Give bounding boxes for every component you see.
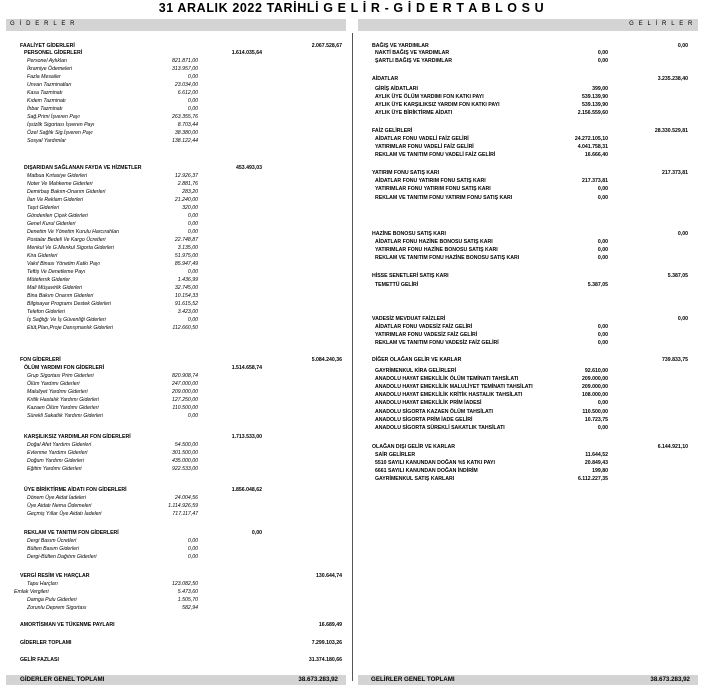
- left-row-amount: 112.660,50: [172, 325, 198, 331]
- left-row-label: Eğitim Yardımı Giderleri: [27, 466, 82, 472]
- left-row-amount: 1.713.533,00: [231, 434, 262, 440]
- right-row-amount: 16.666,40: [584, 152, 608, 158]
- left-row-amount: 2.881,76: [177, 181, 198, 187]
- left-row-label: GELİR FAZLASI: [20, 657, 59, 663]
- right-row-label: DİĞER OLAĞAN GELİR VE KARLAR: [372, 357, 462, 363]
- left-row-label: Taşıt Giderleri: [27, 205, 60, 211]
- left-row-amount: 32.745,00: [174, 285, 198, 291]
- left-row-amount: 5.084.240,36: [311, 357, 342, 363]
- expenses-header: G İ D E R L E R: [6, 19, 346, 31]
- left-row-label: FAALİYET GİDERLERİ: [20, 43, 75, 49]
- right-row-amount: 0,00: [677, 231, 688, 237]
- left-row-label: Matbua Kırtasiye Giderleri: [27, 173, 87, 179]
- left-row-label: Personel Aylıkları: [27, 58, 68, 64]
- left-row-amount: 110.500,00: [172, 405, 198, 411]
- right-row-amount: 199,80: [592, 468, 608, 474]
- left-row-amount: 0,00: [187, 106, 198, 112]
- right-row-label: REKLAM VE TANITIM FONU VADELİ FAİZ GELİRİ: [375, 152, 496, 158]
- left-row-amount: 24.004,56: [174, 495, 198, 501]
- right-row-label: AİDATLAR FONU VADESİZ FAİZ GELİRİ: [375, 324, 473, 330]
- left-row-amount: 0,00: [187, 538, 198, 544]
- right-row-label: ANADOLU HAYAT EMEKLİLİK PRİM İADESİ: [375, 400, 482, 406]
- left-row-label: Doğum Yardımı Giderleri: [27, 458, 84, 464]
- right-row-label: ANADOLU SİGORTA SÜREKLİ SAKATLIK TAHSİLATI: [375, 425, 505, 431]
- page-title: 31 ARALIK 2022 TARİHLİ G E L İ R - G İ D E R T A B L O S U: [158, 1, 545, 15]
- right-row-label: NAKTİ BAĞIŞ VE YARDIMLAR: [375, 50, 450, 56]
- left-row-amount: 0,00: [187, 221, 198, 227]
- left-row-amount: 3.135,00: [177, 245, 198, 251]
- left-row-amount: 263.355,76: [172, 114, 198, 120]
- right-row-amount: 217.373,81: [582, 178, 608, 184]
- left-row-label: VERGİ RESİM VE HARÇLAR: [20, 573, 90, 579]
- left-row-amount: 0,00: [187, 213, 198, 219]
- right-row-amount: 0,00: [597, 195, 608, 201]
- left-row-amount: 1.614.035,64: [231, 50, 262, 56]
- left-row-label: AMORTİSMAN VE TÜKENME PAYLARI: [20, 622, 115, 628]
- left-row-amount: 6.612,00: [177, 90, 198, 96]
- left-row-label: GİDERLER TOPLAMI: [20, 640, 72, 646]
- right-row-label: REKLAM VE TANITIM FONU HAZİNE BONOSU SATIŞ KARI: [375, 255, 520, 261]
- left-row-amount: 1.505,70: [177, 597, 198, 603]
- left-row-label: Kıdem Tazminatı: [27, 98, 66, 104]
- left-row-label: İşsizlik Sigortası İşveren Payı: [27, 122, 95, 128]
- right-row-label: ŞARTLI BAĞIŞ VE YARDIMLAR: [375, 58, 452, 64]
- left-row-label: Zorunlu Deprem Sigortası: [27, 605, 87, 611]
- left-row-amount: 717.117,47: [172, 511, 198, 517]
- left-row-amount: 582,94: [182, 605, 198, 611]
- right-row-label: AİDATLAR FONU VADELİ FAİZ GELİRİ: [375, 136, 469, 142]
- right-row-amount: 399,00: [592, 86, 608, 92]
- left-row-label: Denetim Ve Yönetim Kurulu Harcırahları: [27, 229, 120, 235]
- left-row-amount: 453.493,03: [236, 165, 262, 171]
- left-row-label: Evlenme Yardımı Giderleri: [27, 450, 88, 456]
- left-row-label: ÖLÜM YARDIMI FON GİDERLERİ: [24, 365, 105, 371]
- right-row-label: FAİZ GELİRLERİ: [372, 128, 413, 134]
- left-row-label: İş Sağlığı Ve İş Güvenliği Giderleri: [27, 317, 106, 323]
- right-row-amount: 0,00: [677, 43, 688, 49]
- left-row-amount: 12.926,37: [174, 173, 198, 179]
- left-row-label: Dergi Basım Ücretleri: [27, 538, 77, 544]
- left-row-amount: 130.644,74: [316, 573, 342, 579]
- left-row-label: Doğal Afet Yardımı Giderleri: [27, 442, 92, 448]
- left-row-label: Fazla Mesailer: [27, 74, 61, 80]
- right-row-label: AYLIK ÜYE ÖLÜM YARDIMI FON KATKI PAYI: [375, 94, 484, 100]
- expenses-total-value: 38.673.283,92: [298, 676, 338, 683]
- right-row-amount: 0,00: [597, 247, 608, 253]
- left-row-label: Demirbaş Bakım-Onarım Giderleri: [27, 189, 106, 195]
- column-divider: [352, 33, 353, 681]
- left-row-label: Müteferrik Giderler: [27, 277, 70, 283]
- left-row-amount: 127.250,00: [172, 397, 198, 403]
- left-row-amount: 54.500,00: [174, 442, 198, 448]
- income-total-bar: [358, 675, 698, 685]
- left-row-amount: 209.000,00: [172, 389, 198, 395]
- left-row-label: Dergi-Bülten Dağıtım Giderleri: [27, 554, 97, 560]
- left-row-amount: 31.374.180,66: [308, 657, 342, 663]
- left-row-label: Emlak Vergileri: [14, 589, 49, 595]
- right-row-label: AİDATLAR: [372, 76, 399, 82]
- right-row-label: SAİR GELİRLER: [375, 452, 416, 458]
- right-row-amount: 0,00: [597, 332, 608, 338]
- expenses-total-label: GİDERLER GENEL TOPLAMI: [20, 676, 105, 683]
- right-row-label: HAZİNE BONOSU SATIŞ KARI: [372, 231, 446, 237]
- left-row-label: Kazaen Ölüm Yardımı Giderleri: [27, 405, 99, 411]
- left-row-amount: 5.473,60: [177, 589, 198, 595]
- expenses-total-bar: [6, 675, 346, 685]
- left-row-amount: 51.975,00: [174, 253, 198, 259]
- left-row-amount: 85.947,49: [174, 261, 198, 267]
- right-row-label: AİDATLAR FONU YATIRIM FONU SATIŞ KARI: [375, 178, 486, 184]
- right-row-amount: 3.235.238,40: [657, 76, 688, 82]
- left-row-amount: 1.514.658,74: [231, 365, 262, 371]
- right-row-label: ANADOLU HAYAT EMEKLİLİK MALULİYET TEMİNATI TAHSİLATI: [375, 384, 533, 390]
- left-row-amount: 0,00: [187, 74, 198, 80]
- left-row-amount: 1.856.048,62: [231, 487, 262, 493]
- left-row-label: PERSONEL GİDERLERİ: [24, 50, 83, 56]
- right-row-amount: 0,00: [597, 50, 608, 56]
- right-row-label: VADESİZ MEVDUAT FAİZLERİ: [372, 316, 446, 322]
- left-row-amount: 922.533,00: [172, 466, 198, 472]
- right-row-amount: 209.000,00: [582, 384, 608, 390]
- left-row-label: İlan Ve Reklam Giderleri: [27, 197, 84, 203]
- left-row-label: Noter Ve Mahkeme Giderleri: [27, 181, 93, 187]
- left-row-amount: 1.436,99: [177, 277, 198, 283]
- right-row-label: REKLAM VE TANITIM FONU VADESİZ FAİZ GELİRİ: [375, 340, 499, 346]
- left-row-label: Damga Pulu Giderleri: [27, 597, 77, 603]
- left-row-amount: 16.689,49: [318, 622, 342, 628]
- income-header: G E L İ R L E R: [358, 19, 698, 31]
- right-row-amount: 110.500,00: [582, 409, 608, 415]
- left-row-label: DIŞARIDAN SAĞLANAN FAYDA VE HİZMETLER: [24, 165, 142, 171]
- left-row-label: Teftiş Ve Denetleme Payı: [27, 269, 86, 275]
- left-row-label: Mali Müşavirlik Giderleri: [27, 285, 83, 291]
- right-row-label: BAĞIŞ VE YARDIMLAR: [372, 43, 429, 49]
- left-row-amount: 1.114.926,59: [168, 503, 198, 509]
- left-row-amount: 247.000,00: [172, 381, 198, 387]
- right-row-label: TEMETTÜ GELİRİ: [375, 282, 419, 288]
- left-row-label: Sürekli Sakatlık Yardımı Giderleri: [27, 413, 103, 419]
- right-row-amount: 20.849,43: [584, 460, 608, 466]
- right-row-amount: 28.330.529,81: [654, 128, 688, 134]
- left-row-amount: 320,00: [182, 205, 198, 211]
- left-row-amount: 301.500,00: [172, 450, 198, 456]
- right-row-label: YATIRIMLAR FONU VADESİZ FAİZ GELİRİ: [375, 332, 478, 338]
- left-row-label: Dönem Üye Aidat İadeleri: [27, 495, 86, 501]
- left-row-amount: 0,00: [187, 413, 198, 419]
- left-row-label: Kasa Tazminatı: [27, 90, 63, 96]
- right-row-amount: 539.139,90: [582, 94, 608, 100]
- left-row-amount: 38.380,00: [174, 130, 198, 136]
- right-row-label: YATIRIMLAR FONU VADELİ FAİZ GELİRİ: [375, 144, 474, 150]
- right-row-label: ANADOLU HAYAT EMEKLİLİK KRİTİK HASTALIK TAHSİLATI: [375, 392, 523, 398]
- right-row-amount: 24.272.105,10: [574, 136, 608, 142]
- right-row-amount: 0,00: [597, 340, 608, 346]
- left-row-label: Telefon Giderleri: [27, 309, 65, 315]
- right-row-label: YATIRIMLAR FONU HAZİNE BONOSU SATIŞ KARI: [375, 247, 498, 253]
- left-row-label: Üye Aidatı Nema Ödemeleri: [27, 503, 92, 509]
- right-row-label: OLAĞAN DIŞI GELİR VE KARLAR: [372, 444, 456, 450]
- income-total-label: GELİRLER GENEL TOPLAMI: [371, 676, 455, 683]
- left-row-label: Özel Sağlık Sig.İşveren Payı: [27, 130, 93, 136]
- left-row-label: Grup Sigortası Prim Giderleri: [27, 373, 94, 379]
- left-row-amount: 0,00: [187, 229, 198, 235]
- right-row-amount: 5.387,05: [587, 282, 608, 288]
- left-row-label: Bülten Basım Giderleri: [27, 546, 79, 552]
- left-row-label: Menkul Ve G.Menkul Sigorta Giderleri: [27, 245, 114, 251]
- right-row-label: HİSSE SENETLERİ SATIŞ KARI: [372, 273, 449, 279]
- left-row-amount: 7.299.103,26: [311, 640, 342, 646]
- right-row-amount: 2.156.559,60: [577, 110, 608, 116]
- left-row-label: KARŞILIKSIZ YARDIMLAR FON GİDERLERİ: [24, 434, 131, 440]
- left-row-amount: 0,00: [187, 554, 198, 560]
- left-row-amount: 0,00: [187, 546, 198, 552]
- left-row-label: İhbar Tazminatı: [27, 106, 63, 112]
- right-row-label: YATIRIMLAR FONU YATIRIM FONU SATIŞ KARI: [375, 186, 491, 192]
- right-row-amount: 5.387,05: [667, 273, 688, 279]
- left-row-label: Geçmiş Yıllar Üye Aidatı İadeleri: [27, 511, 102, 517]
- left-row-amount: 123.082,50: [172, 581, 198, 587]
- right-row-label: 6661 SAYILI KANUNDAN DOĞAN İNDİRİM: [375, 468, 478, 474]
- right-row-amount: 6.144.921,10: [657, 444, 688, 450]
- right-row-amount: 11.644,52: [585, 452, 608, 458]
- left-row-label: Postalar Bedeli Ve Kargo Ücretleri: [27, 237, 106, 243]
- right-row-label: GAYRİMENKUL SATIŞ KARLARI: [375, 476, 455, 482]
- right-row-amount: 217.373,81: [662, 170, 688, 176]
- left-row-amount: 138.122,44: [172, 138, 198, 144]
- left-row-amount: 0,00: [251, 530, 262, 536]
- right-row-amount: 0,00: [597, 400, 608, 406]
- right-row-amount: 92.610,00: [584, 368, 608, 374]
- right-row-label: AYLIK ÜYE KARŞILIKSIZ YARDIM FON KATKI PAYI: [375, 102, 500, 108]
- left-row-amount: 2.067.528,67: [311, 43, 342, 49]
- left-row-amount: 283,20: [182, 189, 198, 195]
- left-row-label: ÜYE BİRİKTİRME AİDATI FON GİDERLERİ: [24, 487, 127, 493]
- left-row-label: Kritik Hastalık Yardımı Giderleri: [27, 397, 99, 403]
- right-row-amount: 739.833,75: [662, 357, 688, 363]
- left-row-amount: 21.240,00: [174, 197, 198, 203]
- left-row-amount: 22.748,87: [174, 237, 198, 243]
- left-row-label: Sağ.Primi İşveren Payı: [27, 114, 80, 120]
- right-row-amount: 0,00: [597, 58, 608, 64]
- left-row-label: Ölüm Yardımı Giderleri: [27, 381, 80, 387]
- right-row-label: AİDATLAR FONU HAZİNE BONOSU SATIŞ KARI: [375, 239, 493, 245]
- left-row-amount: 0,00: [187, 317, 198, 323]
- right-row-amount: 0,00: [597, 239, 608, 245]
- right-row-amount: 10.723,75: [584, 417, 608, 423]
- left-row-amount: 0,00: [187, 98, 198, 104]
- left-row-label: Maluliyet Yardımı Giderleri: [27, 389, 88, 395]
- left-row-label: Kira Giderleri: [27, 253, 58, 259]
- right-row-label: REKLAM VE TANITIM FONU YATIRIM FONU SATIŞ KARI: [375, 195, 513, 201]
- right-row-amount: 0,00: [597, 186, 608, 192]
- left-row-label: Sosyal Yardımlar: [27, 138, 67, 144]
- left-row-label: Bilgisayar Programı Destek Giderleri: [27, 301, 111, 307]
- left-row-amount: 10.154,33: [174, 293, 198, 299]
- right-row-label: AYLIK ÜYE BİRİKTİRME AİDATI: [375, 110, 453, 116]
- left-row-label: Tapu Harçları: [27, 581, 58, 587]
- left-row-label: Vakıf Binası Yönetim Katkı Payı: [27, 261, 100, 267]
- left-row-amount: 313.957,00: [172, 66, 198, 72]
- left-row-label: REKLAM VE TANITIM FON GİDERLERİ: [24, 530, 119, 536]
- left-row-amount: 820.908,74: [172, 373, 198, 379]
- left-row-label: Unvan Tazminatları: [27, 82, 72, 88]
- left-row-label: Bina Bakım Onarım Giderleri: [27, 293, 94, 299]
- left-row-label: İkramiye Ödemeleri: [27, 66, 72, 72]
- right-row-amount: 0,00: [597, 425, 608, 431]
- left-row-amount: 23.034,00: [174, 82, 198, 88]
- right-row-label: GİRİŞ AİDATLARI: [375, 86, 418, 92]
- left-row-label: Etüt,Plan,Proje Danışmanlık Giderleri: [27, 325, 113, 331]
- left-row-label: Gönderilen Çiçek Giderleri: [27, 213, 88, 219]
- left-row-label: FON GİDERLERİ: [20, 357, 61, 363]
- right-row-label: ANADOLU SİGORTA KAZAEN ÖLÜM TAHSİLATI: [375, 409, 493, 415]
- right-row-amount: 108.000,00: [582, 392, 608, 398]
- right-row-label: ANADOLU HAYAT EMEKLİLİK ÖLÜM TEMİNATI TAHSİLATI: [375, 376, 519, 382]
- right-row-amount: 0,00: [677, 316, 688, 322]
- right-row-label: YATIRIM FONU SATIŞ KARI: [372, 170, 440, 176]
- left-row-label: Genel Kurul Giderleri: [27, 221, 76, 227]
- right-row-amount: 539.139,90: [582, 102, 608, 108]
- right-row-amount: 209.000,00: [582, 376, 608, 382]
- right-row-label: 5510 SAYILI KANUNDAN DOĞAN %5 KATKI PAYI: [375, 460, 495, 466]
- right-row-label: ANADOLU SİGORTA PRİM İADE GELİRİ: [375, 417, 473, 423]
- left-row-amount: 435.000,00: [172, 458, 198, 464]
- left-row-amount: 8.703,44: [177, 122, 198, 128]
- left-row-amount: 821.871,00: [172, 58, 198, 64]
- right-row-label: GAYRİMENKUL KİRA GELİRLERİ: [375, 368, 457, 374]
- right-row-amount: 6.112.227,35: [577, 476, 608, 482]
- left-row-amount: 91.615,52: [174, 301, 198, 307]
- right-row-amount: 4.041.758,31: [577, 144, 608, 150]
- left-row-amount: 0,00: [187, 269, 198, 275]
- right-row-amount: 0,00: [597, 324, 608, 330]
- income-total-value: 38.673.283,92: [650, 676, 690, 683]
- left-row-amount: 3.423,00: [177, 309, 198, 315]
- right-row-amount: 0,00: [597, 255, 608, 261]
